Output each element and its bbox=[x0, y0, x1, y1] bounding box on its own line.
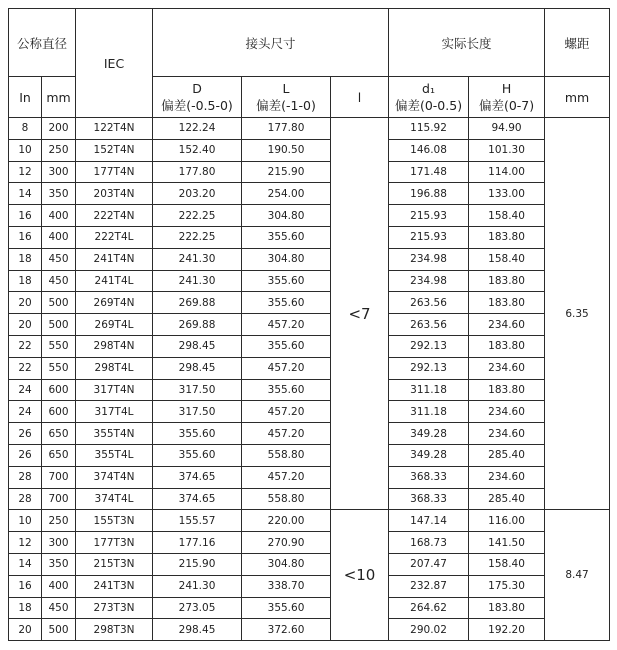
table-row bbox=[9, 292, 610, 314]
cell-h: 285.40 bbox=[469, 444, 545, 466]
cell-d: 317.50 bbox=[153, 401, 242, 423]
cell-d: 374.65 bbox=[153, 466, 242, 488]
cell-d1: 368.33 bbox=[389, 488, 469, 510]
header-l bbox=[242, 77, 331, 118]
cell-in: 24 bbox=[9, 401, 42, 423]
header-pitch-unit: mm bbox=[545, 77, 610, 118]
cell-d1: 234.98 bbox=[389, 270, 469, 292]
cell-l: 457.20 bbox=[242, 423, 331, 445]
cell-in: 28 bbox=[9, 488, 42, 510]
cell-mm: 600 bbox=[42, 379, 76, 401]
table-row bbox=[9, 226, 610, 248]
cell-in: 20 bbox=[9, 619, 42, 641]
cell-h: 183.80 bbox=[469, 379, 545, 401]
cell-l: 304.80 bbox=[242, 553, 331, 575]
cell-h: 285.40 bbox=[469, 488, 545, 510]
cell-mm: 650 bbox=[42, 444, 76, 466]
cell-mm: 500 bbox=[42, 619, 76, 641]
table-row bbox=[9, 532, 610, 554]
cell-d: 222.25 bbox=[153, 205, 242, 227]
cell-d: 269.88 bbox=[153, 314, 242, 336]
cell-iec: 298T4L bbox=[76, 357, 153, 379]
header-d-label: D bbox=[192, 81, 202, 96]
header-h bbox=[469, 77, 545, 118]
cell-l: 355.60 bbox=[242, 270, 331, 292]
cell-in: 10 bbox=[9, 139, 42, 161]
cell-iec: 122T4N bbox=[76, 118, 153, 140]
cell-iec: 269T4N bbox=[76, 292, 153, 314]
cell-mm: 300 bbox=[42, 532, 76, 554]
cell-mm: 500 bbox=[42, 314, 76, 336]
cell-h: 158.40 bbox=[469, 248, 545, 270]
cell-h: 192.20 bbox=[469, 619, 545, 641]
cell-h: 116.00 bbox=[469, 510, 545, 532]
table-row bbox=[9, 357, 610, 379]
cell-d1: 349.28 bbox=[389, 444, 469, 466]
cell-h: 183.80 bbox=[469, 597, 545, 619]
cell-l: 355.60 bbox=[242, 597, 331, 619]
cell-h: 141.50 bbox=[469, 532, 545, 554]
cell-d1: 292.13 bbox=[389, 335, 469, 357]
cell-d1: 234.98 bbox=[389, 248, 469, 270]
cell-l: 558.80 bbox=[242, 488, 331, 510]
cell-d1: 196.88 bbox=[389, 183, 469, 205]
cell-iec: 355T4N bbox=[76, 423, 153, 445]
cell-d1: 147.14 bbox=[389, 510, 469, 532]
cell-in: 20 bbox=[9, 314, 42, 336]
cell-d1: 349.28 bbox=[389, 423, 469, 445]
header-in: In bbox=[9, 77, 42, 118]
cell-l: 215.90 bbox=[242, 161, 331, 183]
header-l-tolerance: 偏差(-1-0) bbox=[256, 98, 316, 113]
cell-d: 355.60 bbox=[153, 423, 242, 445]
cell-pitch-value: 6.35 bbox=[545, 118, 610, 510]
table-row bbox=[9, 488, 610, 510]
cell-mm: 250 bbox=[42, 139, 76, 161]
cell-iec: 273T3N bbox=[76, 597, 153, 619]
cell-iec: 152T4N bbox=[76, 139, 153, 161]
cell-h: 158.40 bbox=[469, 553, 545, 575]
cell-iec: 241T4L bbox=[76, 270, 153, 292]
cell-in: 12 bbox=[9, 161, 42, 183]
cell-d: 215.90 bbox=[153, 553, 242, 575]
cell-l: 355.60 bbox=[242, 226, 331, 248]
cell-mm: 650 bbox=[42, 423, 76, 445]
header-d1 bbox=[389, 77, 469, 118]
spec-table bbox=[8, 8, 610, 641]
cell-in: 26 bbox=[9, 423, 42, 445]
cell-d1: 263.56 bbox=[389, 292, 469, 314]
cell-iec: 374T4L bbox=[76, 488, 153, 510]
cell-l: 355.60 bbox=[242, 335, 331, 357]
table-row bbox=[9, 510, 610, 532]
cell-d: 152.40 bbox=[153, 139, 242, 161]
cell-l: 270.90 bbox=[242, 532, 331, 554]
cell-iec: 241T3N bbox=[76, 575, 153, 597]
cell-in: 18 bbox=[9, 248, 42, 270]
header-i: l bbox=[331, 77, 389, 118]
cell-iec: 215T3N bbox=[76, 553, 153, 575]
cell-iec: 222T4L bbox=[76, 226, 153, 248]
cell-iec: 155T3N bbox=[76, 510, 153, 532]
cell-h: 133.00 bbox=[469, 183, 545, 205]
cell-iec: 317T4N bbox=[76, 379, 153, 401]
cell-mm: 450 bbox=[42, 270, 76, 292]
cell-mm: 450 bbox=[42, 248, 76, 270]
cell-in: 14 bbox=[9, 553, 42, 575]
cell-pitch-value: 8.47 bbox=[545, 510, 610, 641]
cell-iec: 177T3N bbox=[76, 532, 153, 554]
cell-d1: 264.62 bbox=[389, 597, 469, 619]
cell-in: 16 bbox=[9, 575, 42, 597]
cell-d: 355.60 bbox=[153, 444, 242, 466]
cell-d: 241.30 bbox=[153, 248, 242, 270]
cell-d1: 232.87 bbox=[389, 575, 469, 597]
cell-mm: 550 bbox=[42, 335, 76, 357]
cell-d: 298.45 bbox=[153, 335, 242, 357]
cell-d1: 146.08 bbox=[389, 139, 469, 161]
cell-iec: 298T4N bbox=[76, 335, 153, 357]
table-row bbox=[9, 401, 610, 423]
cell-mm: 250 bbox=[42, 510, 76, 532]
cell-mm: 400 bbox=[42, 205, 76, 227]
cell-d: 241.30 bbox=[153, 575, 242, 597]
cell-d1: 290.02 bbox=[389, 619, 469, 641]
cell-mm: 700 bbox=[42, 466, 76, 488]
cell-iec: 317T4L bbox=[76, 401, 153, 423]
table-row bbox=[9, 466, 610, 488]
header-h-label: H bbox=[501, 81, 512, 96]
cell-d1: 207.47 bbox=[389, 553, 469, 575]
cell-in: 16 bbox=[9, 226, 42, 248]
cell-iec: 298T3N bbox=[76, 619, 153, 641]
header-joint-size: 接头尺寸 bbox=[153, 9, 389, 77]
cell-d: 222.25 bbox=[153, 226, 242, 248]
cell-h: 183.80 bbox=[469, 335, 545, 357]
cell-h: 183.80 bbox=[469, 292, 545, 314]
cell-in: 14 bbox=[9, 183, 42, 205]
cell-mm: 600 bbox=[42, 401, 76, 423]
cell-h: 234.60 bbox=[469, 357, 545, 379]
cell-d: 241.30 bbox=[153, 270, 242, 292]
table-row bbox=[9, 379, 610, 401]
cell-d: 203.20 bbox=[153, 183, 242, 205]
table-row bbox=[9, 575, 610, 597]
cell-l: 355.60 bbox=[242, 292, 331, 314]
header-nominal-diameter: 公称直径 bbox=[9, 9, 76, 77]
cell-mm: 500 bbox=[42, 292, 76, 314]
cell-d: 374.65 bbox=[153, 488, 242, 510]
cell-l-value: <10 bbox=[331, 510, 389, 641]
cell-iec: 241T4N bbox=[76, 248, 153, 270]
cell-l: 355.60 bbox=[242, 379, 331, 401]
table-row bbox=[9, 335, 610, 357]
cell-mm: 550 bbox=[42, 357, 76, 379]
cell-mm: 300 bbox=[42, 161, 76, 183]
cell-iec: 222T4N bbox=[76, 205, 153, 227]
cell-h: 234.60 bbox=[469, 466, 545, 488]
header-l-label: L bbox=[282, 81, 290, 96]
cell-iec: 203T4N bbox=[76, 183, 153, 205]
cell-in: 22 bbox=[9, 357, 42, 379]
header-d-tolerance: 偏差(-0.5-0) bbox=[161, 98, 233, 113]
table-row bbox=[9, 183, 610, 205]
table-row bbox=[9, 597, 610, 619]
cell-in: 10 bbox=[9, 510, 42, 532]
cell-in: 22 bbox=[9, 335, 42, 357]
cell-h: 114.00 bbox=[469, 161, 545, 183]
table-row bbox=[9, 139, 610, 161]
header-actual-length: 实际长度 bbox=[389, 9, 545, 77]
cell-in: 20 bbox=[9, 292, 42, 314]
cell-d: 177.16 bbox=[153, 532, 242, 554]
cell-in: 16 bbox=[9, 205, 42, 227]
cell-in: 26 bbox=[9, 444, 42, 466]
cell-in: 18 bbox=[9, 270, 42, 292]
cell-mm: 350 bbox=[42, 553, 76, 575]
cell-l: 304.80 bbox=[242, 205, 331, 227]
cell-d: 122.24 bbox=[153, 118, 242, 140]
cell-mm: 400 bbox=[42, 226, 76, 248]
cell-mm: 200 bbox=[42, 118, 76, 140]
cell-iec: 177T4N bbox=[76, 161, 153, 183]
table-row bbox=[9, 161, 610, 183]
cell-mm: 450 bbox=[42, 597, 76, 619]
table-row bbox=[9, 619, 610, 641]
cell-l: 220.00 bbox=[242, 510, 331, 532]
cell-d1: 115.92 bbox=[389, 118, 469, 140]
table-row bbox=[9, 270, 610, 292]
table-row bbox=[9, 205, 610, 227]
table-row bbox=[9, 444, 610, 466]
cell-d1: 292.13 bbox=[389, 357, 469, 379]
cell-h: 183.80 bbox=[469, 226, 545, 248]
table-row bbox=[9, 248, 610, 270]
cell-mm: 400 bbox=[42, 575, 76, 597]
cell-l: 457.20 bbox=[242, 466, 331, 488]
cell-in: 24 bbox=[9, 379, 42, 401]
cell-d: 269.88 bbox=[153, 292, 242, 314]
header-h-tolerance: 偏差(0-7) bbox=[478, 98, 535, 113]
header-mm: mm bbox=[42, 77, 76, 118]
cell-d1: 215.93 bbox=[389, 226, 469, 248]
cell-h: 158.40 bbox=[469, 205, 545, 227]
table-body bbox=[9, 118, 610, 641]
table-row bbox=[9, 314, 610, 336]
cell-in: 8 bbox=[9, 118, 42, 140]
cell-l: 457.20 bbox=[242, 357, 331, 379]
cell-h: 94.90 bbox=[469, 118, 545, 140]
table-row bbox=[9, 118, 610, 140]
cell-h: 175.30 bbox=[469, 575, 545, 597]
cell-iec: 355T4L bbox=[76, 444, 153, 466]
cell-mm: 700 bbox=[42, 488, 76, 510]
cell-d: 317.50 bbox=[153, 379, 242, 401]
cell-l: 558.80 bbox=[242, 444, 331, 466]
cell-in: 28 bbox=[9, 466, 42, 488]
cell-d1: 311.18 bbox=[389, 401, 469, 423]
cell-h: 234.60 bbox=[469, 423, 545, 445]
header-d1-label: d₁ bbox=[422, 81, 435, 96]
cell-l: 457.20 bbox=[242, 314, 331, 336]
cell-h: 183.80 bbox=[469, 270, 545, 292]
cell-d: 177.80 bbox=[153, 161, 242, 183]
cell-d1: 215.93 bbox=[389, 205, 469, 227]
cell-in: 12 bbox=[9, 532, 42, 554]
cell-l: 254.00 bbox=[242, 183, 331, 205]
cell-l: 457.20 bbox=[242, 401, 331, 423]
header-d1-tolerance: 偏差(0-0.5) bbox=[394, 98, 463, 113]
cell-d1: 171.48 bbox=[389, 161, 469, 183]
cell-d1: 368.33 bbox=[389, 466, 469, 488]
cell-d: 273.05 bbox=[153, 597, 242, 619]
header-d bbox=[153, 77, 242, 118]
cell-iec: 374T4N bbox=[76, 466, 153, 488]
cell-h: 234.60 bbox=[469, 314, 545, 336]
cell-l-value: <7 bbox=[331, 118, 389, 510]
table-row bbox=[9, 423, 610, 445]
cell-d1: 263.56 bbox=[389, 314, 469, 336]
cell-d1: 311.18 bbox=[389, 379, 469, 401]
cell-in: 18 bbox=[9, 597, 42, 619]
header-pitch: 螺距 bbox=[545, 9, 610, 77]
cell-mm: 350 bbox=[42, 183, 76, 205]
cell-l: 304.80 bbox=[242, 248, 331, 270]
cell-iec: 269T4L bbox=[76, 314, 153, 336]
cell-l: 190.50 bbox=[242, 139, 331, 161]
cell-d: 155.57 bbox=[153, 510, 242, 532]
cell-l: 177.80 bbox=[242, 118, 331, 140]
header-iec: IEC bbox=[76, 9, 153, 118]
cell-d1: 168.73 bbox=[389, 532, 469, 554]
cell-d: 298.45 bbox=[153, 619, 242, 641]
cell-l: 372.60 bbox=[242, 619, 331, 641]
cell-h: 101.30 bbox=[469, 139, 545, 161]
cell-l: 338.70 bbox=[242, 575, 331, 597]
cell-d: 298.45 bbox=[153, 357, 242, 379]
table-row bbox=[9, 553, 610, 575]
cell-h: 234.60 bbox=[469, 401, 545, 423]
